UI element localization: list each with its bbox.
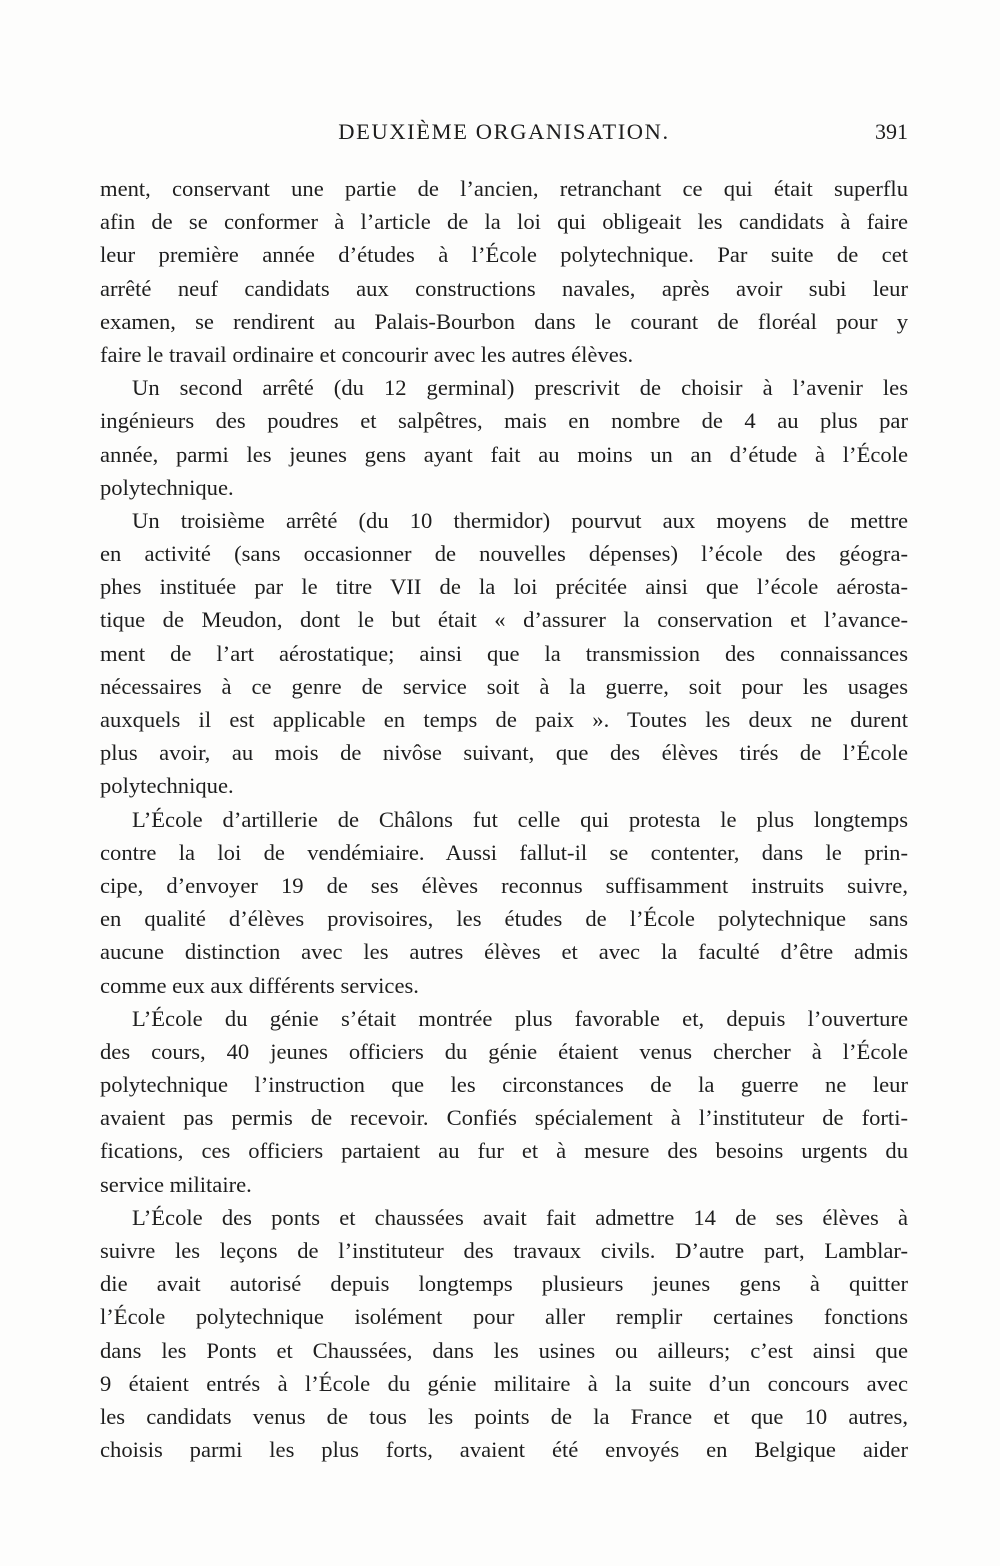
paragraph <box>100 803 908 1002</box>
text-line: Un troisième arrêté (du 10 thermidor) pourvut aux moyens de mettre <box>132 507 908 533</box>
text-line: arrêté neuf candidats aux constructions navales, après avoir subi leur <box>100 275 908 301</box>
text-line: plus avoir, au mois de nivôse suivant, que des élèves tirés de l’École <box>100 740 908 766</box>
page-number: 391 <box>875 119 908 144</box>
text-line: polytechnique. <box>100 773 234 799</box>
text-line: les candidats venus de tous les points de la France et que 10 autres, <box>100 1403 908 1429</box>
paragraph <box>100 371 908 504</box>
text-line: afin de se conformer à l’article de la loi qui obligeait les candidats à faire <box>100 209 908 235</box>
text-line: dans les Ponts et Chaussées, dans les usines ou ailleurs; c’est ainsi que <box>100 1337 908 1363</box>
paragraph <box>100 1201 908 1467</box>
text-line: polytechnique. <box>100 474 234 500</box>
text-line: L’École du génie s’était montrée plus favorable et, depuis l’ouverture <box>132 1005 908 1031</box>
text-line: die avait autorisé depuis longtemps plusieurs jeunes gens à quitter <box>100 1271 908 1297</box>
text-line: auxquels il est applicable en temps de paix ». Toutes les deux ne durent <box>100 707 908 732</box>
text-line: polytechnique l’instruction que les circonstances de la guerre ne leur <box>100 1072 908 1098</box>
paragraph <box>100 172 908 371</box>
text-line: l’École polytechnique isolément pour aller remplir certaines fonctions <box>100 1304 908 1330</box>
text-line: Un second arrêté (du 12 germinal) prescrivit de choisir à l’avenir les <box>132 375 908 401</box>
text-line: fications, ces officiers partaient au fur et à mesure des besoins urgents du <box>100 1138 908 1164</box>
paragraph <box>100 1002 908 1201</box>
text-line: suivre les leçons de l’instituteur des travaux civils. D’autre part, Lamblar- <box>100 1238 908 1263</box>
text-line: aucune distinction avec les autres élèves et avec la faculté d’être admis <box>100 939 908 965</box>
text-line: choisis parmi les plus forts, avaient été envoyés en Belgique aider <box>100 1437 908 1463</box>
text-line: contre la loi de vendémiaire. Aussi fallut-il se contenter, dans le prin- <box>100 839 908 865</box>
text-line: nécessaires à ce genre de service soit à la guerre, soit pour les usages <box>100 673 908 699</box>
page-header <box>100 117 908 147</box>
text-line: ment de l’art aérostatique; ainsi que la transmission des connaissances <box>100 640 908 666</box>
text-line: des cours, 40 jeunes officiers du génie étaient venus chercher à l’École <box>100 1038 908 1064</box>
text-line: L’École des ponts et chaussées avait fait admettre 14 de ses élèves à <box>132 1204 908 1230</box>
paragraph <box>100 504 908 803</box>
running-head: DEUXIÈME ORGANISATION. <box>338 119 670 144</box>
text-line: phes instituée par le titre VII de la loi précitée ainsi que l’école aérosta- <box>100 574 908 600</box>
text-line: ingénieurs des poudres et salpêtres, mais en nombre de 4 au plus par <box>100 408 908 434</box>
body-text <box>100 172 908 1466</box>
text-line: comme eux aux différents services. <box>100 972 419 998</box>
text-line: année, parmi les jeunes gens ayant fait au moins un an d’étude à l’École <box>100 441 908 467</box>
text-line: cipe, d’envoyer 19 de ses élèves reconnus suffisamment instruits suivre, <box>100 872 908 898</box>
text-line: leur première année d’études à l’École polytechnique. Par suite de cet <box>100 242 908 268</box>
text-line: L’École d’artillerie de Châlons fut celle qui protesta le plus longtemps <box>132 806 908 832</box>
text-line: faire le travail ordinaire et concourir avec les autres élèves. <box>100 341 634 367</box>
text-line: en qualité d’élèves provisoires, les études de l’École polytechnique sans <box>100 906 908 932</box>
text-line: 9 étaient entrés à l’École du génie militaire à la suite d’un concours avec <box>100 1370 908 1396</box>
text-line: en activité (sans occasionner de nouvelles dépenses) l’école des géogra- <box>100 541 908 567</box>
text-line: ment, conservant une partie de l’ancien, retranchant ce qui était superflu <box>100 176 908 201</box>
text-line: examen, se rendirent au Palais-Bourbon dans le courant de floréal pour y <box>100 308 908 334</box>
text-line: avaient pas permis de recevoir. Confiés spécialement à l’instituteur de forti- <box>100 1105 908 1131</box>
text-line: tique de Meudon, dont le but était « d’assurer la conservation et l’avance- <box>100 607 908 633</box>
text-line: service militaire. <box>100 1171 252 1197</box>
